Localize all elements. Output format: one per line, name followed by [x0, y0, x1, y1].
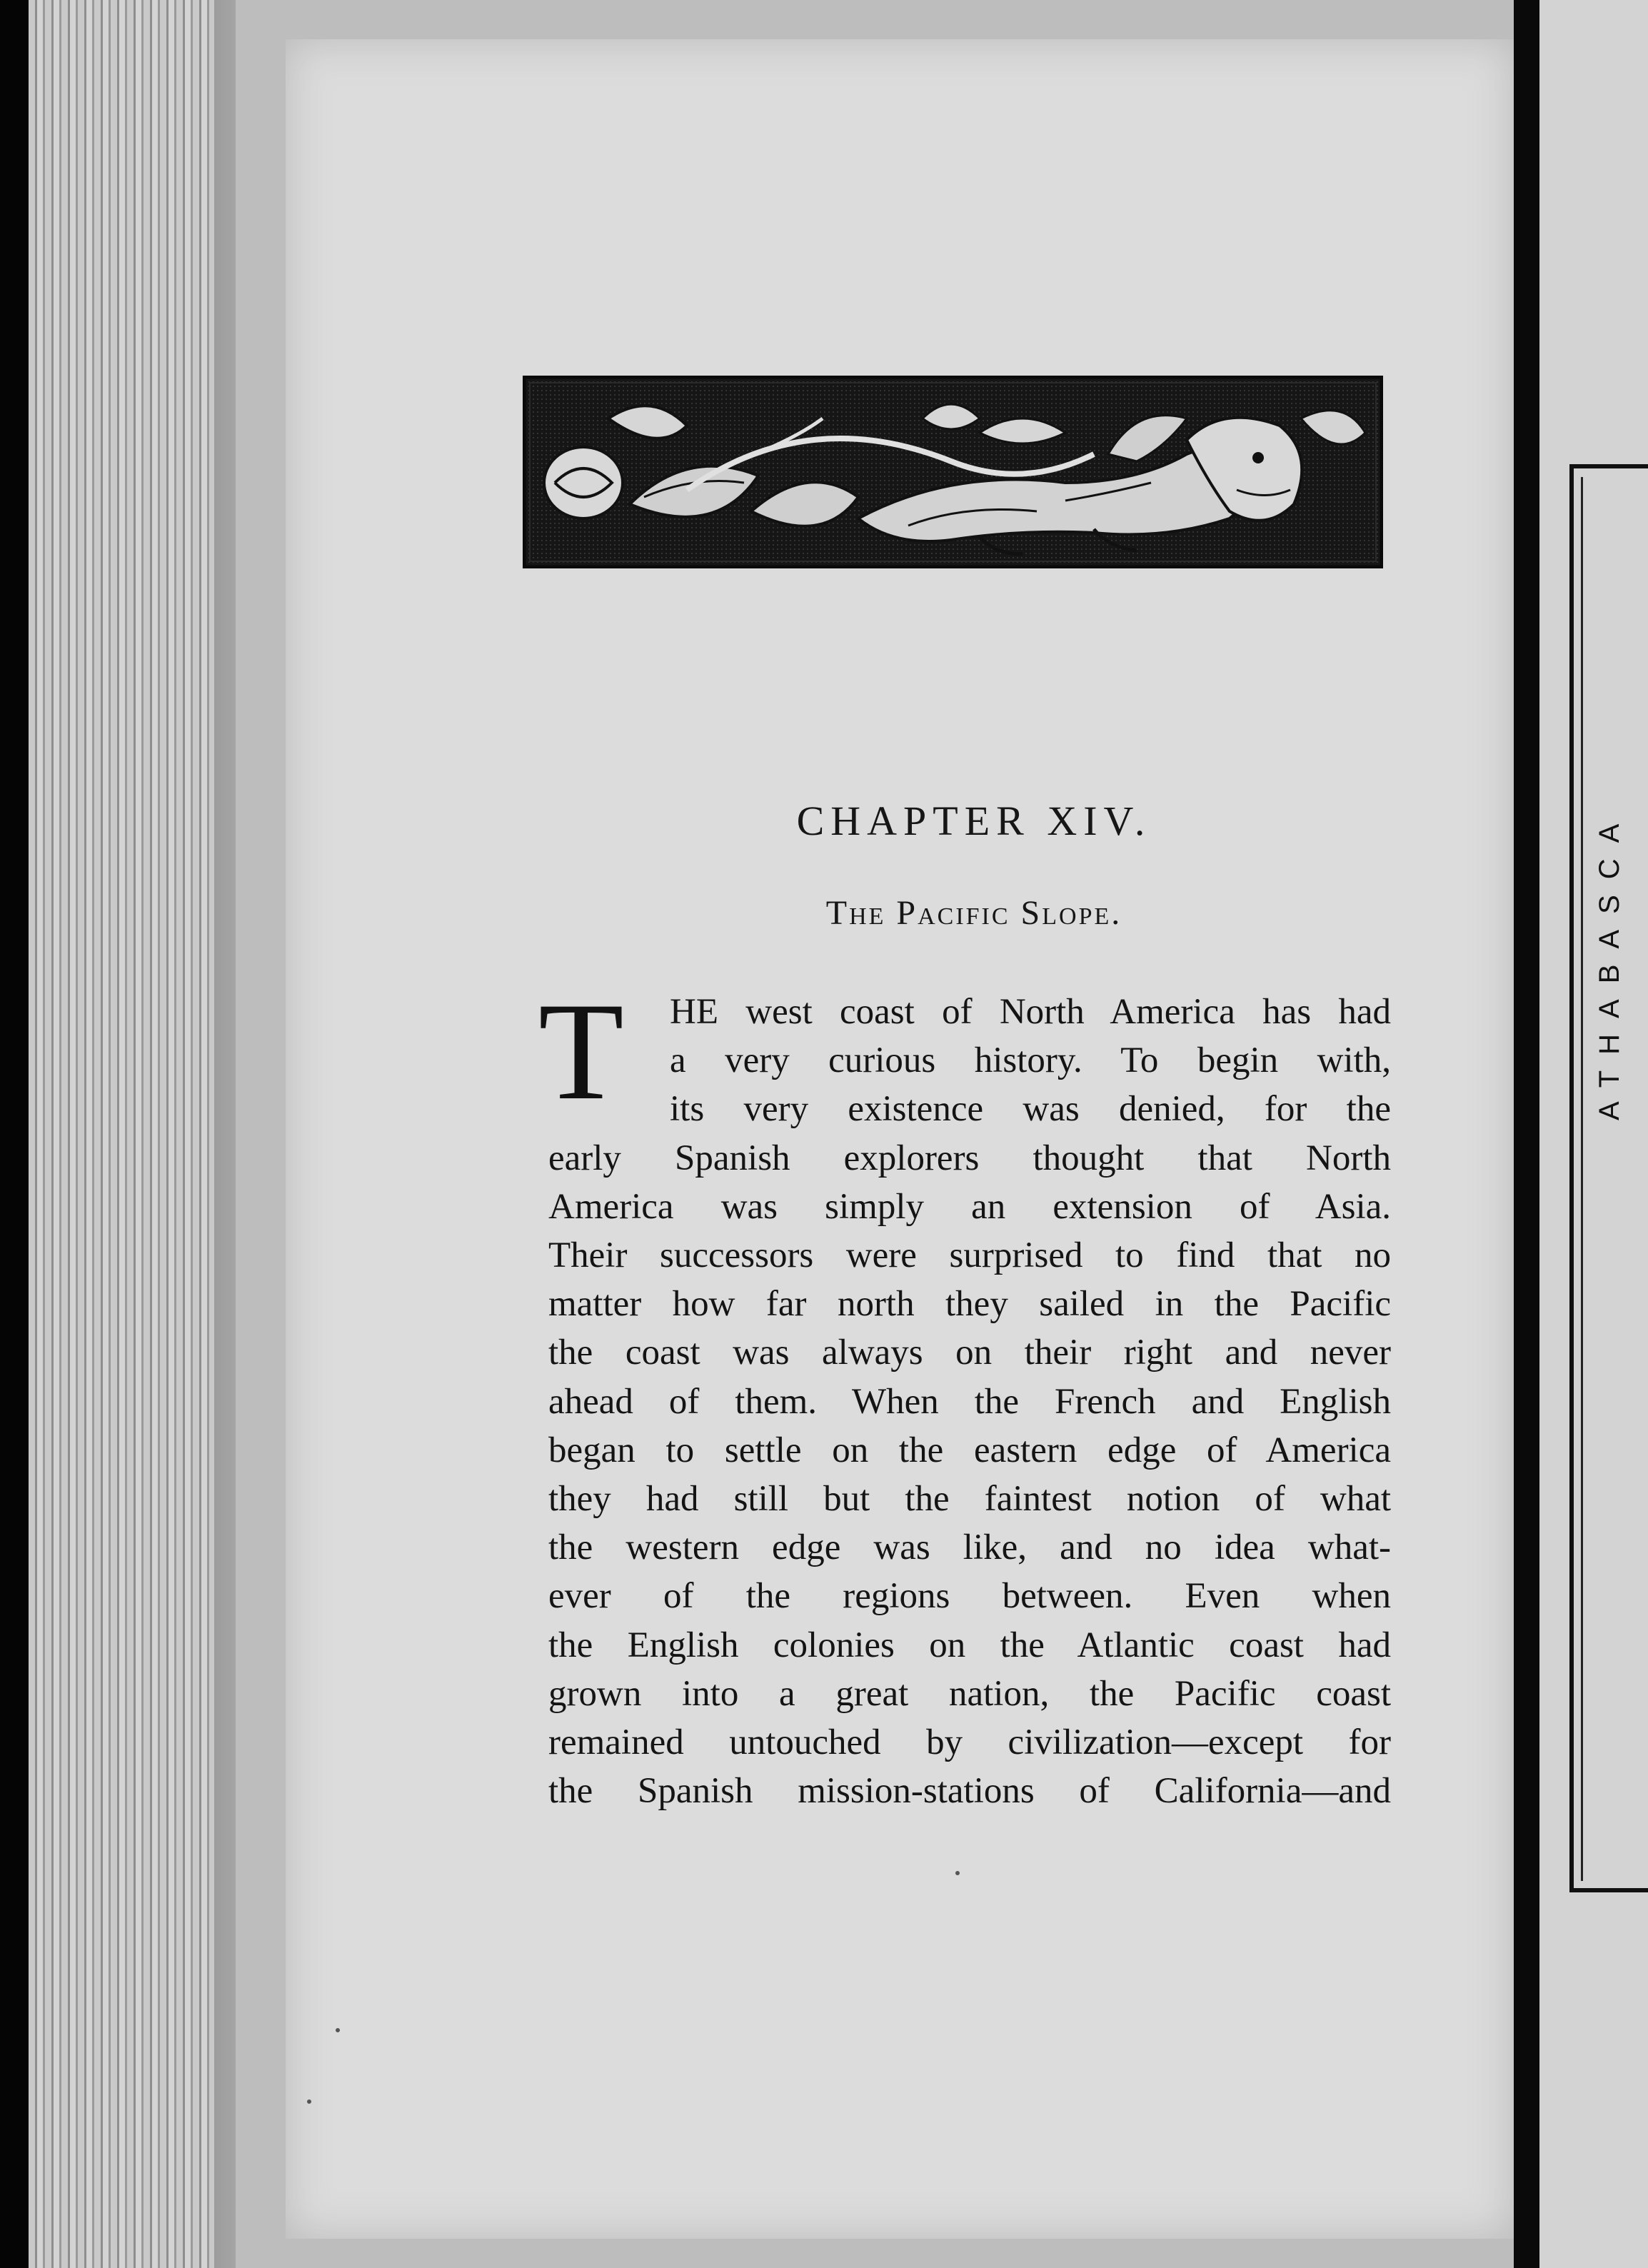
- facing-map-label: ATHABASCA: [1594, 808, 1625, 1120]
- text-line: the Spanish mission-stations of California—and: [548, 1771, 1391, 1812]
- text-line: ever of the regions between. Even when: [548, 1576, 1391, 1617]
- text-line: a very curious history. To begin with,: [670, 1040, 1391, 1081]
- text-line: matter how far north they sailed in the Pacific: [548, 1284, 1391, 1325]
- text-line: Their successors were surprised to find that no: [548, 1235, 1391, 1276]
- body-paragraph: [548, 988, 1391, 1815]
- book-gutter: [1514, 0, 1539, 2268]
- text-line: remained untouched by civilization—except for: [548, 1722, 1391, 1763]
- paper-speck: [307, 2099, 311, 2104]
- dragon-headpiece-ornament-icon: [523, 376, 1383, 568]
- drop-cap: T: [538, 974, 624, 1129]
- text-line: grown into a great nation, the Pacific coast: [548, 1673, 1391, 1714]
- text-line: ahead of them. When the French and English: [548, 1381, 1391, 1422]
- paper-speck: [336, 2028, 340, 2032]
- text-line: they had still but the faintest notion of what: [548, 1479, 1391, 1520]
- text-line: its very existence was denied, for the: [670, 1089, 1391, 1130]
- text-line: HE west coast of North America has had: [670, 992, 1391, 1032]
- text-line: the English colonies on the Atlantic coast had: [548, 1625, 1391, 1665]
- paper-speck: [955, 1871, 960, 1875]
- page-edges: [29, 0, 243, 2268]
- chapter-heading: CHAPTER XIV.: [796, 798, 1152, 844]
- text-line: the coast was always on their right and never: [548, 1333, 1391, 1373]
- text-line: early Spanish explorers thought that North: [548, 1138, 1391, 1178]
- text-line: the western edge was like, and no idea what-: [548, 1527, 1391, 1568]
- text-line: America was simply an extension of Asia.: [548, 1186, 1391, 1227]
- chapter-subtitle: The Pacific Slope.: [825, 894, 1122, 932]
- text-line: began to settle on the eastern edge of America: [548, 1430, 1391, 1470]
